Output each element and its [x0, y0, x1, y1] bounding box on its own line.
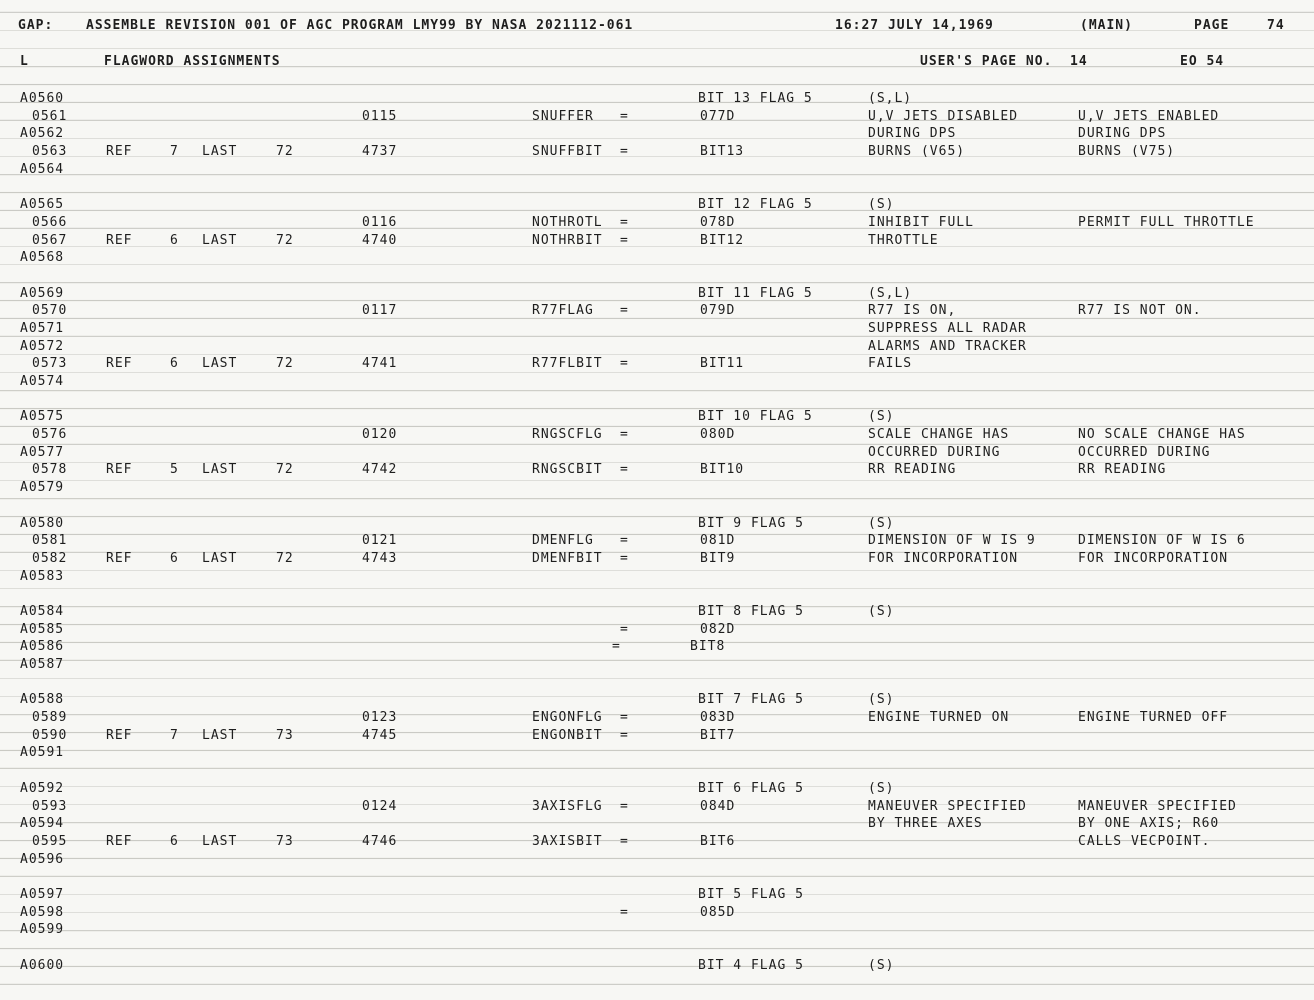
symbol-label: RNGSCFLG	[532, 427, 603, 443]
sequence-number: A0583	[20, 568, 65, 584]
listing-line	[0, 603, 1314, 621]
last-marker: LAST	[202, 356, 238, 372]
operator: =	[612, 639, 621, 655]
listing-line	[0, 744, 1314, 762]
operator: =	[620, 427, 629, 443]
listing-line	[0, 461, 1314, 479]
listing-line	[0, 232, 1314, 250]
subheader-marker: L	[20, 54, 29, 69]
symbol-label: SNUFFBIT	[532, 144, 603, 160]
operator: =	[620, 904, 629, 920]
sequence-number: A0596	[20, 851, 65, 867]
listing-line	[0, 656, 1314, 674]
listing-line	[0, 373, 1314, 391]
address: 0116	[362, 214, 398, 230]
symbol-label: R77FLAG	[532, 303, 594, 319]
sequence-number: A0575	[20, 409, 65, 425]
operator: =	[620, 798, 629, 814]
blank-line	[0, 868, 1314, 886]
address: 0123	[362, 710, 398, 726]
operand: BIT11	[700, 356, 745, 372]
blank-line	[0, 267, 1314, 285]
blank-line	[0, 762, 1314, 780]
listing-line	[0, 886, 1314, 904]
operand: 084D	[700, 798, 736, 814]
last-marker: LAST	[202, 550, 238, 566]
sequence-number: A0584	[20, 603, 65, 619]
listing-line	[0, 479, 1314, 497]
listing-line	[0, 196, 1314, 214]
listing-line	[0, 851, 1314, 869]
sequence-number: A0592	[20, 780, 65, 796]
ref-page: 72	[276, 356, 294, 372]
symbol-label: 3AXISBIT	[532, 833, 603, 849]
operand: BIT 11 FLAG 5	[698, 285, 813, 301]
comment-set: OCCURRED DURING	[868, 444, 1001, 460]
comment-set: DURING DPS	[868, 126, 957, 142]
address: 4742	[362, 462, 398, 478]
listing-line	[0, 408, 1314, 426]
address: 0117	[362, 303, 398, 319]
blank-line	[0, 674, 1314, 692]
symbol-label: ENGONFLG	[532, 710, 603, 726]
operand: BIT 10 FLAG 5	[698, 409, 813, 425]
sequence-number: A0586	[20, 639, 65, 655]
sequence-number: 0589	[32, 710, 68, 726]
ref-count: 5	[170, 462, 179, 478]
comment-set: BURNS (V65)	[868, 144, 966, 160]
comment-set: FOR INCORPORATION	[868, 550, 1019, 566]
listing-line	[0, 285, 1314, 303]
operand: 079D	[700, 303, 736, 319]
listing-line	[0, 426, 1314, 444]
comment-set: MANEUVER SPECIFIED	[868, 798, 1027, 814]
operator: =	[620, 232, 629, 248]
address: 0115	[362, 108, 398, 124]
sequence-number: A0580	[20, 515, 65, 531]
listing-line	[0, 957, 1314, 975]
sequence-number: A0574	[20, 374, 65, 389]
operand: BIT12	[700, 232, 745, 248]
comment-set: BY THREE AXES	[868, 816, 983, 832]
listing-line	[0, 444, 1314, 462]
sequence-number: A0600	[20, 957, 65, 973]
operator: =	[620, 462, 629, 478]
address: 4741	[362, 356, 398, 372]
operand: 082D	[700, 621, 736, 637]
listing-line	[0, 249, 1314, 267]
sequence-number: A0598	[20, 904, 65, 920]
header-datetime: 16:27 JULY 14,1969	[835, 18, 994, 33]
operand: BIT 13 FLAG 5	[698, 91, 813, 106]
operand: BIT13	[700, 144, 745, 160]
header-prefix: GAP:	[18, 18, 54, 33]
eo-code: EO 54	[1180, 54, 1225, 69]
comment-set: (S)	[868, 780, 895, 796]
ref-count: 6	[170, 833, 179, 849]
comment-set: (S)	[868, 603, 895, 619]
comment-reset: R77 IS NOT ON.	[1078, 303, 1202, 319]
listing-line	[0, 621, 1314, 639]
sequence-number: A0587	[20, 657, 65, 672]
address: 4737	[362, 144, 398, 160]
address: 4740	[362, 232, 398, 248]
operand: BIT 6 FLAG 5	[698, 780, 804, 796]
symbol-label: DMENFLG	[532, 533, 594, 549]
sequence-number: 0595	[32, 833, 68, 849]
comment-reset: CALLS VECPOINT.	[1078, 833, 1211, 849]
ref-count: 6	[170, 550, 179, 566]
comment-reset: OCCURRED DURING	[1078, 444, 1211, 460]
operand: BIT9	[700, 550, 736, 566]
sequence-number: A0591	[20, 745, 65, 761]
comment-reset: NO SCALE CHANGE HAS	[1078, 427, 1246, 443]
listing-line	[0, 125, 1314, 143]
listing-line	[0, 815, 1314, 833]
last-marker: LAST	[202, 727, 238, 743]
listing-line	[0, 161, 1314, 179]
operand: BIT 12 FLAG 5	[698, 197, 813, 213]
listing-line	[0, 904, 1314, 922]
blank-line	[0, 497, 1314, 515]
blank-line	[0, 585, 1314, 603]
section-title: FLAGWORD ASSIGNMENTS	[104, 54, 281, 69]
listing-line	[0, 214, 1314, 232]
listing-line	[0, 921, 1314, 939]
comment-reset: BY ONE AXIS; R60	[1078, 816, 1220, 832]
blank-line	[0, 391, 1314, 409]
operator: =	[620, 533, 629, 549]
sequence-number: 0563	[32, 144, 68, 160]
symbol-label: DMENFBIT	[532, 550, 603, 566]
operand: BIT6	[700, 833, 736, 849]
address: 0120	[362, 427, 398, 443]
listing-line	[0, 638, 1314, 656]
sequence-number: 0566	[32, 214, 68, 230]
sequence-number: A0562	[20, 126, 65, 142]
sequence-number: A0565	[20, 197, 65, 213]
operand: 077D	[700, 108, 736, 124]
header-section: (MAIN)	[1080, 18, 1133, 33]
comment-reset: BURNS (V75)	[1078, 144, 1176, 160]
sequence-number: A0594	[20, 816, 65, 832]
header-page-label: PAGE	[1194, 18, 1230, 33]
last-marker: LAST	[202, 462, 238, 478]
comment-set: RR READING	[868, 462, 957, 478]
address: 4746	[362, 833, 398, 849]
symbol-label: R77FLBIT	[532, 356, 603, 372]
sequence-number: 0567	[32, 232, 68, 248]
comment-set: DIMENSION OF W IS 9	[868, 533, 1036, 549]
symbol-label: SNUFFER	[532, 108, 594, 124]
operand: BIT 9 FLAG 5	[698, 515, 804, 531]
operator: =	[620, 303, 629, 319]
operator: =	[620, 833, 629, 849]
ref-marker: REF	[106, 833, 133, 849]
comment-reset: U,V JETS ENABLED	[1078, 108, 1220, 124]
comment-reset: RR READING	[1078, 462, 1167, 478]
comment-reset: PERMIT FULL THROTTLE	[1078, 214, 1255, 230]
operand: BIT 8 FLAG 5	[698, 603, 804, 619]
sequence-number: A0597	[20, 886, 65, 902]
ref-marker: REF	[106, 144, 133, 160]
comment-reset: FOR INCORPORATION	[1078, 550, 1229, 566]
operator: =	[620, 214, 629, 230]
header-page-number: 74	[1267, 18, 1285, 33]
comment-set: (S)	[868, 515, 895, 531]
operator: =	[620, 356, 629, 372]
listing-line	[0, 833, 1314, 851]
ref-page: 72	[276, 462, 294, 478]
sequence-number: 0590	[32, 727, 68, 743]
sequence-number: 0578	[32, 462, 68, 478]
ref-page: 73	[276, 833, 294, 849]
comment-set: ALARMS AND TRACKER	[868, 338, 1027, 354]
address: 0121	[362, 533, 398, 549]
sequence-number: A0585	[20, 621, 65, 637]
ref-marker: REF	[106, 727, 133, 743]
comment-set: (S)	[868, 957, 895, 973]
listing-line	[0, 727, 1314, 745]
listing-line	[0, 108, 1314, 126]
listing-line	[0, 515, 1314, 533]
ref-page: 72	[276, 550, 294, 566]
operand: 080D	[700, 427, 736, 443]
sequence-number: A0569	[20, 285, 65, 301]
ref-count: 7	[170, 144, 179, 160]
listing-line	[0, 320, 1314, 338]
blank-line	[0, 939, 1314, 957]
sequence-number: A0579	[20, 480, 65, 496]
operand: BIT 4 FLAG 5	[698, 957, 804, 973]
operator: =	[620, 621, 629, 637]
operator: =	[620, 108, 629, 124]
listing-line	[0, 143, 1314, 161]
comment-reset: MANEUVER SPECIFIED	[1078, 798, 1237, 814]
sequence-number: A0572	[20, 338, 65, 354]
operand: BIT 5 FLAG 5	[698, 886, 804, 902]
symbol-label: NOTHROTL	[532, 214, 603, 230]
ref-page: 72	[276, 232, 294, 248]
comment-set: ENGINE TURNED ON	[868, 710, 1010, 726]
ref-count: 7	[170, 727, 179, 743]
sequence-number: 0582	[32, 550, 68, 566]
operand: 081D	[700, 533, 736, 549]
sequence-number: 0576	[32, 427, 68, 443]
symbol-label: 3AXISFLG	[532, 798, 603, 814]
operand: BIT10	[700, 462, 745, 478]
sequence-number: A0599	[20, 922, 65, 938]
comment-set: SCALE CHANGE HAS	[868, 427, 1010, 443]
comment-set: (S)	[868, 692, 895, 708]
ref-marker: REF	[106, 356, 133, 372]
sequence-number: 0593	[32, 798, 68, 814]
listing-line	[0, 798, 1314, 816]
ref-marker: REF	[106, 232, 133, 248]
sequence-number: A0577	[20, 444, 65, 460]
header-title: ASSEMBLE REVISION 001 OF AGC PROGRAM LMY99 BY NASA 2021112-061	[86, 18, 634, 33]
operand: BIT8	[690, 639, 726, 655]
address: 4745	[362, 727, 398, 743]
ref-page: 73	[276, 727, 294, 743]
ref-marker: REF	[106, 550, 133, 566]
symbol-label: NOTHRBIT	[532, 232, 603, 248]
address: 4743	[362, 550, 398, 566]
sequence-number: A0560	[20, 91, 65, 106]
comment-set: (S)	[868, 197, 895, 213]
operator: =	[620, 144, 629, 160]
operator: =	[620, 727, 629, 743]
ref-marker: REF	[106, 462, 133, 478]
operator: =	[620, 710, 629, 726]
sequence-number: A0588	[20, 692, 65, 708]
listing-line	[0, 709, 1314, 727]
listing-line	[0, 568, 1314, 586]
address: 0124	[362, 798, 398, 814]
comment-reset: ENGINE TURNED OFF	[1078, 710, 1229, 726]
users-page-number: USER'S PAGE NO. 14	[920, 54, 1088, 69]
comment-reset: DURING DPS	[1078, 126, 1167, 142]
listing-header	[0, 18, 1314, 38]
sequence-number: A0564	[20, 161, 65, 177]
ref-count: 6	[170, 356, 179, 372]
listing-line	[0, 355, 1314, 373]
operand: 083D	[700, 710, 736, 726]
ref-count: 6	[170, 232, 179, 248]
ref-page: 72	[276, 144, 294, 160]
operator: =	[620, 550, 629, 566]
listing-line	[0, 302, 1314, 320]
sequence-number: 0570	[32, 303, 68, 319]
comment-set: (S,L)	[868, 91, 913, 106]
comment-set: (S)	[868, 409, 895, 425]
sequence-number: 0581	[32, 533, 68, 549]
symbol-label: ENGONBIT	[532, 727, 603, 743]
last-marker: LAST	[202, 232, 238, 248]
listing-subheader	[0, 54, 1314, 74]
operand: BIT7	[700, 727, 736, 743]
comment-set: (S,L)	[868, 285, 913, 301]
comment-set: INHIBIT FULL	[868, 214, 974, 230]
listing-line	[0, 532, 1314, 550]
comment-set: SUPPRESS ALL RADAR	[868, 320, 1027, 336]
listing-line	[0, 691, 1314, 709]
listing-line	[0, 90, 1314, 108]
comment-set: THROTTLE	[868, 232, 939, 248]
sequence-number: A0568	[20, 250, 65, 266]
listing-line	[0, 780, 1314, 798]
operand: BIT 7 FLAG 5	[698, 692, 804, 708]
comment-set: U,V JETS DISABLED	[868, 108, 1019, 124]
last-marker: LAST	[202, 144, 238, 160]
sequence-number: 0573	[32, 356, 68, 372]
comment-reset: DIMENSION OF W IS 6	[1078, 533, 1246, 549]
listing-line	[0, 338, 1314, 356]
operand: 085D	[700, 904, 736, 920]
comment-set: FAILS	[868, 356, 913, 372]
blank-line	[0, 178, 1314, 196]
symbol-label: RNGSCBIT	[532, 462, 603, 478]
sequence-number: A0571	[20, 320, 65, 336]
listing-body	[0, 90, 1314, 974]
last-marker: LAST	[202, 833, 238, 849]
operand: 078D	[700, 214, 736, 230]
listing-line	[0, 550, 1314, 568]
sequence-number: 0561	[32, 108, 68, 124]
comment-set: R77 IS ON,	[868, 303, 957, 319]
